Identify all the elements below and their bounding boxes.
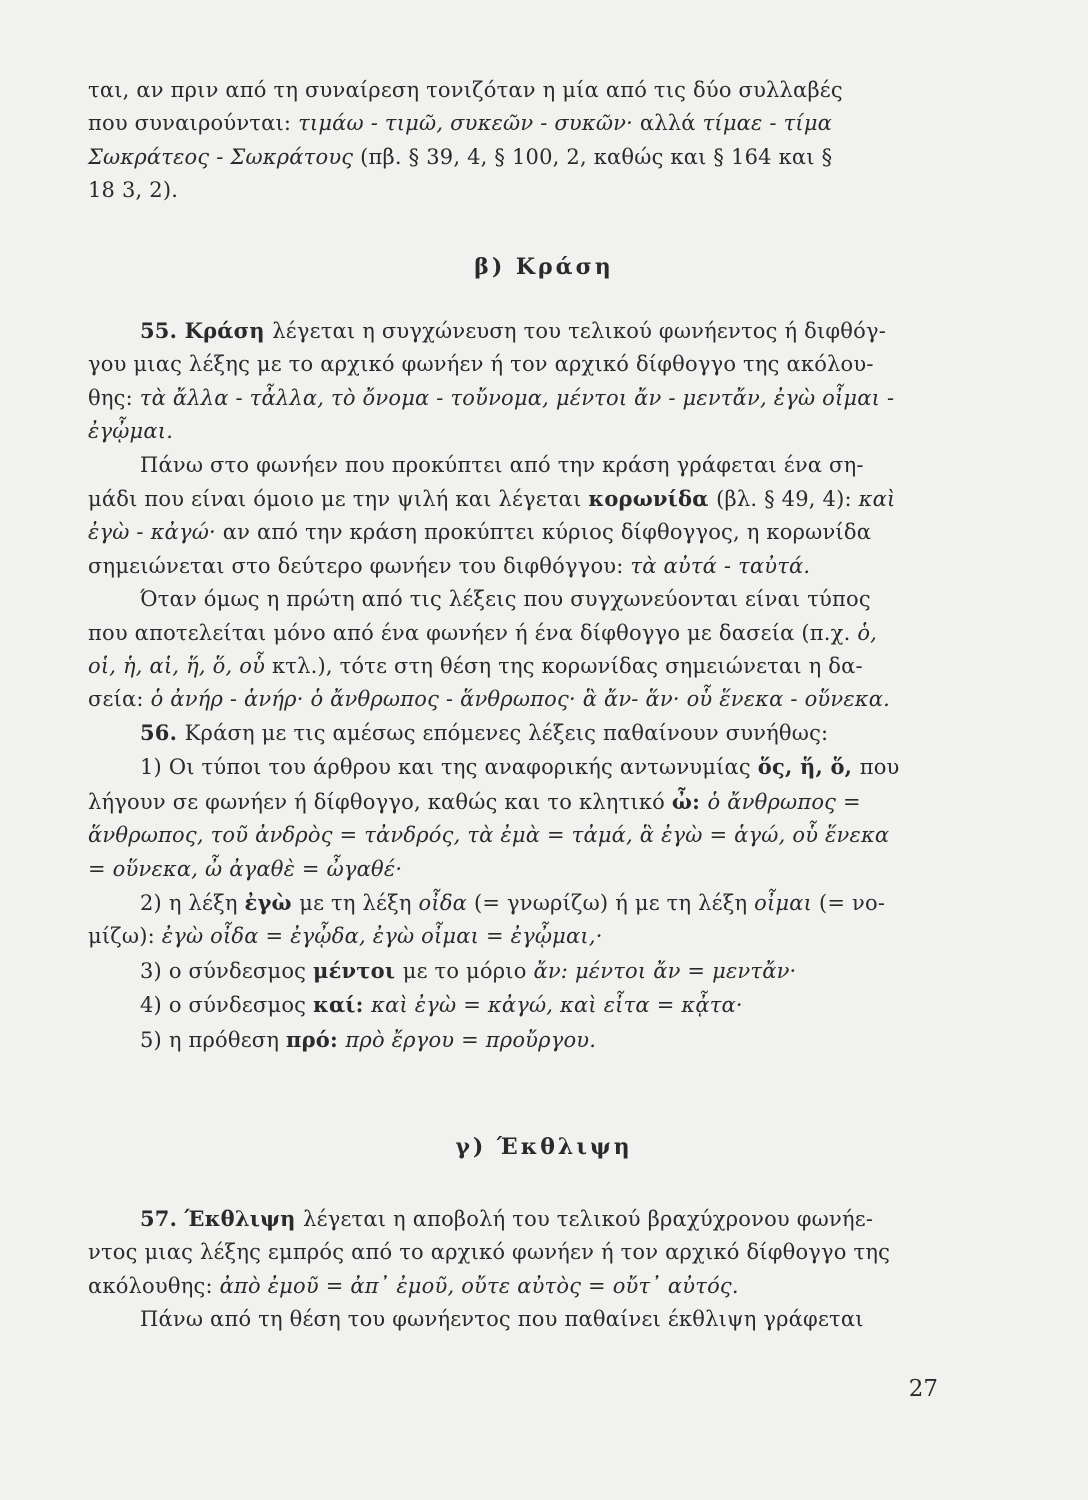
text-run: 3) ο σύνδεσμος xyxy=(140,958,313,983)
text-run: ὁ ἄνθρωπος = xyxy=(707,789,861,814)
text-run: (πβ. § 39, 4, § 100, 2, καθώς και § 164 και § xyxy=(360,144,833,169)
text-run: ἐγὼ xyxy=(244,890,300,916)
text-run: 1) Οι τύποι του άρθρου και της αναφορικής αντωνυμίας xyxy=(140,755,758,780)
text-line xyxy=(88,348,938,381)
text-run: 2) η λέξη xyxy=(140,891,245,916)
text-run: μάδι που είναι όμοιο με την ψιλή και λέγεται xyxy=(88,487,589,512)
text-run: = οὕνεκα, ὦ ἀγαθὲ = ὦγαθέ· xyxy=(88,856,403,881)
text-run: λέγεται η συγχώνευση του τελικού φωνήεντος ή διφθόγ- xyxy=(272,319,887,343)
text-run: ται, αν πριν από τη συναίρεση τονιζόταν η μία από τις δύο συλλαβές xyxy=(88,78,843,102)
text-run: γου μιας λέξης με το αρχικό φωνήεν ή τον αρχικό δίφθογγο της ακόλου- xyxy=(88,352,874,377)
text-run: (βλ. § 49, 4): xyxy=(716,487,859,512)
text-line xyxy=(88,988,938,1022)
text-run: σημειώνεται στο δεύτερο φωνήεν του διφθόγγου: xyxy=(88,553,631,578)
text-run: που συναιρούνται: xyxy=(88,111,299,136)
text-run: ὁ ἀνήρ - ἁνήρ· ὁ ἄνθρωπος - ἅνθρωπος· ἃ ἄν- ἅν· οὗ ἕνεκα - οὕνεκα. xyxy=(150,687,891,712)
text-run: Όταν όμως η πρώτη από τις λέξεις που συγχωνεύονται είναι τύπος xyxy=(140,587,871,612)
text-run: οἶμαι xyxy=(754,891,819,916)
text-line xyxy=(88,550,938,583)
paragraph-56 xyxy=(88,716,938,1057)
text-run: λέγεται η αποβολή του τελικού βραχύχρονου φωνήε- xyxy=(303,1207,874,1231)
text-line xyxy=(88,482,938,516)
text-run: πρὸ ἔργου = προὔργου. xyxy=(345,1027,597,1052)
text-line xyxy=(88,716,938,750)
text-run: μέντοι xyxy=(313,957,403,983)
text-run: που xyxy=(859,755,900,780)
text-run: με τη λέξη xyxy=(299,891,419,916)
text-run: (= νο- xyxy=(818,891,886,916)
text-line xyxy=(88,516,938,549)
text-line xyxy=(88,1023,938,1057)
paragraph-57 xyxy=(88,1202,938,1337)
text-line xyxy=(88,1270,938,1303)
text-run: οἱ, ἡ, αἱ, ἥ, ὅ, οὗ xyxy=(88,654,272,679)
text-line xyxy=(88,74,938,107)
text-run: Πάνω από τη θέση του φωνήεντος που παθαίνει έκθλιψη γράφεται xyxy=(140,1307,864,1332)
text-line xyxy=(88,683,938,716)
text-run: 56. xyxy=(140,720,185,745)
text-run: τὰ ἄλλα - τἆλλα, τὸ ὄνομα - τοὔνομα, μέντοι ἄν - μεντἄν, ἐγὼ οἶμαι - xyxy=(139,385,895,410)
text-run: καὶ xyxy=(858,487,896,512)
text-run: ὦ: xyxy=(671,788,708,814)
text-line xyxy=(88,382,938,415)
paragraph-continuation xyxy=(88,74,938,208)
text-line xyxy=(88,415,938,448)
text-line xyxy=(88,617,938,650)
text-run: 57. Έκθλιψη xyxy=(140,1206,304,1231)
text-run: 18 3, 2). xyxy=(88,178,179,203)
text-line xyxy=(88,1236,938,1269)
text-run: ὅς, ἥ, ὅ, xyxy=(757,754,860,780)
text-line xyxy=(88,920,938,953)
text-run: οἶδα xyxy=(418,891,474,916)
section-heading-krasi: β) Κράση xyxy=(474,254,614,280)
text-run: κτλ.), τότε στη θέση της κορωνίδας σημειώνεται η δα- xyxy=(271,654,863,679)
text-run: Πάνω στο φωνήεν που προκύπτει από την κράση γράφεται ένα ση- xyxy=(140,452,864,477)
text-line xyxy=(88,785,938,819)
text-line xyxy=(88,141,938,174)
text-run: καί: xyxy=(313,992,372,1018)
text-run: ντος μιας λέξης εμπρός από το αρχικό φωνήεν ή τον αρχικό δίφθογγο της xyxy=(88,1240,891,1265)
text-line xyxy=(88,107,938,140)
text-run: τιμάω - τιμῶ, συκεῶν - συκῶν· xyxy=(298,111,640,136)
text-run: που αποτελείται μόνο από ένα φωνήεν ή ένα δίφθογγο με δασεία (π.χ. xyxy=(88,620,858,645)
text-run: 55. Κράση xyxy=(140,318,273,343)
text-run: 4) ο σύνδεσμος xyxy=(140,993,313,1018)
text-run: ἐγὼ - κἀγώ· xyxy=(88,520,223,545)
text-run: ὁ, xyxy=(857,620,878,645)
text-run: πρό: xyxy=(286,1026,346,1052)
text-run: με το μόριο xyxy=(402,958,534,983)
text-line xyxy=(88,750,938,784)
text-line xyxy=(88,1303,938,1336)
text-line xyxy=(88,650,938,683)
text-run: καὶ ἐγὼ = κἀγώ, καὶ εἶτα = κᾆτα· xyxy=(371,993,743,1018)
section-heading-ekthlipsi: γ) Έκθλιψη xyxy=(455,1134,633,1160)
text-run: Κράση με τις αμέσως επόμενες λέξεις παθαίνουν συνήθως: xyxy=(184,721,829,745)
text-run: ἀπὸ ἐμοῦ = ἀπ᾿ ἐμοῦ, οὔτε αὐτὸς = οὔτ᾿ αὐτός. xyxy=(219,1273,739,1298)
text-line xyxy=(88,853,938,886)
text-run: (= γνωρίζω) ή με τη λέξη xyxy=(473,891,755,916)
text-line xyxy=(88,314,938,348)
text-line xyxy=(88,886,938,920)
text-run: ἐγᾦμαι. xyxy=(88,419,174,444)
text-run: ἅνθρωπος, τοῦ ἀνδρὸς = τἀνδρός, τὰ ἐμὰ = τἀμά, ἃ ἐγὼ = ἁγώ, οὗ ἕνεκα xyxy=(88,823,890,848)
text-run: αν από την κράση προκύπτει κύριος δίφθογγος, η κορωνίδα xyxy=(222,520,872,545)
text-run: 5) η πρόθεση xyxy=(140,1027,286,1052)
text-line xyxy=(88,954,938,988)
text-run: αλλά xyxy=(639,111,703,136)
text-run: κορωνίδα xyxy=(588,486,717,512)
text-run: μίζω): xyxy=(88,924,162,949)
text-line xyxy=(88,1202,938,1236)
text-run: ἄν: μέντοι ἄν = μεντἄν· xyxy=(533,958,797,983)
page-number: 27 xyxy=(908,1376,938,1402)
text-line xyxy=(88,819,938,852)
text-run: Σωκράτεος - Σωκράτους xyxy=(88,144,361,169)
text-run: θης: xyxy=(88,385,140,410)
paragraph-55 xyxy=(88,314,938,717)
text-run: τὰ αὐτά - ταὐτά. xyxy=(630,553,811,578)
text-run: σεία: xyxy=(88,687,151,712)
text-line xyxy=(88,583,938,616)
text-run: τίμαε - τίμα xyxy=(702,111,833,136)
text-run: ἐγὼ οἶδα = ἐγᾦδα, ἐγὼ οἶμαι = ἐγᾦμαι,· xyxy=(161,924,603,949)
text-line xyxy=(88,174,938,207)
text-run: λήγουν σε φωνήεν ή δίφθογγο, καθώς και το κλητικό xyxy=(88,789,672,814)
text-line xyxy=(88,449,938,482)
text-run: ακόλουθης: xyxy=(88,1273,220,1298)
